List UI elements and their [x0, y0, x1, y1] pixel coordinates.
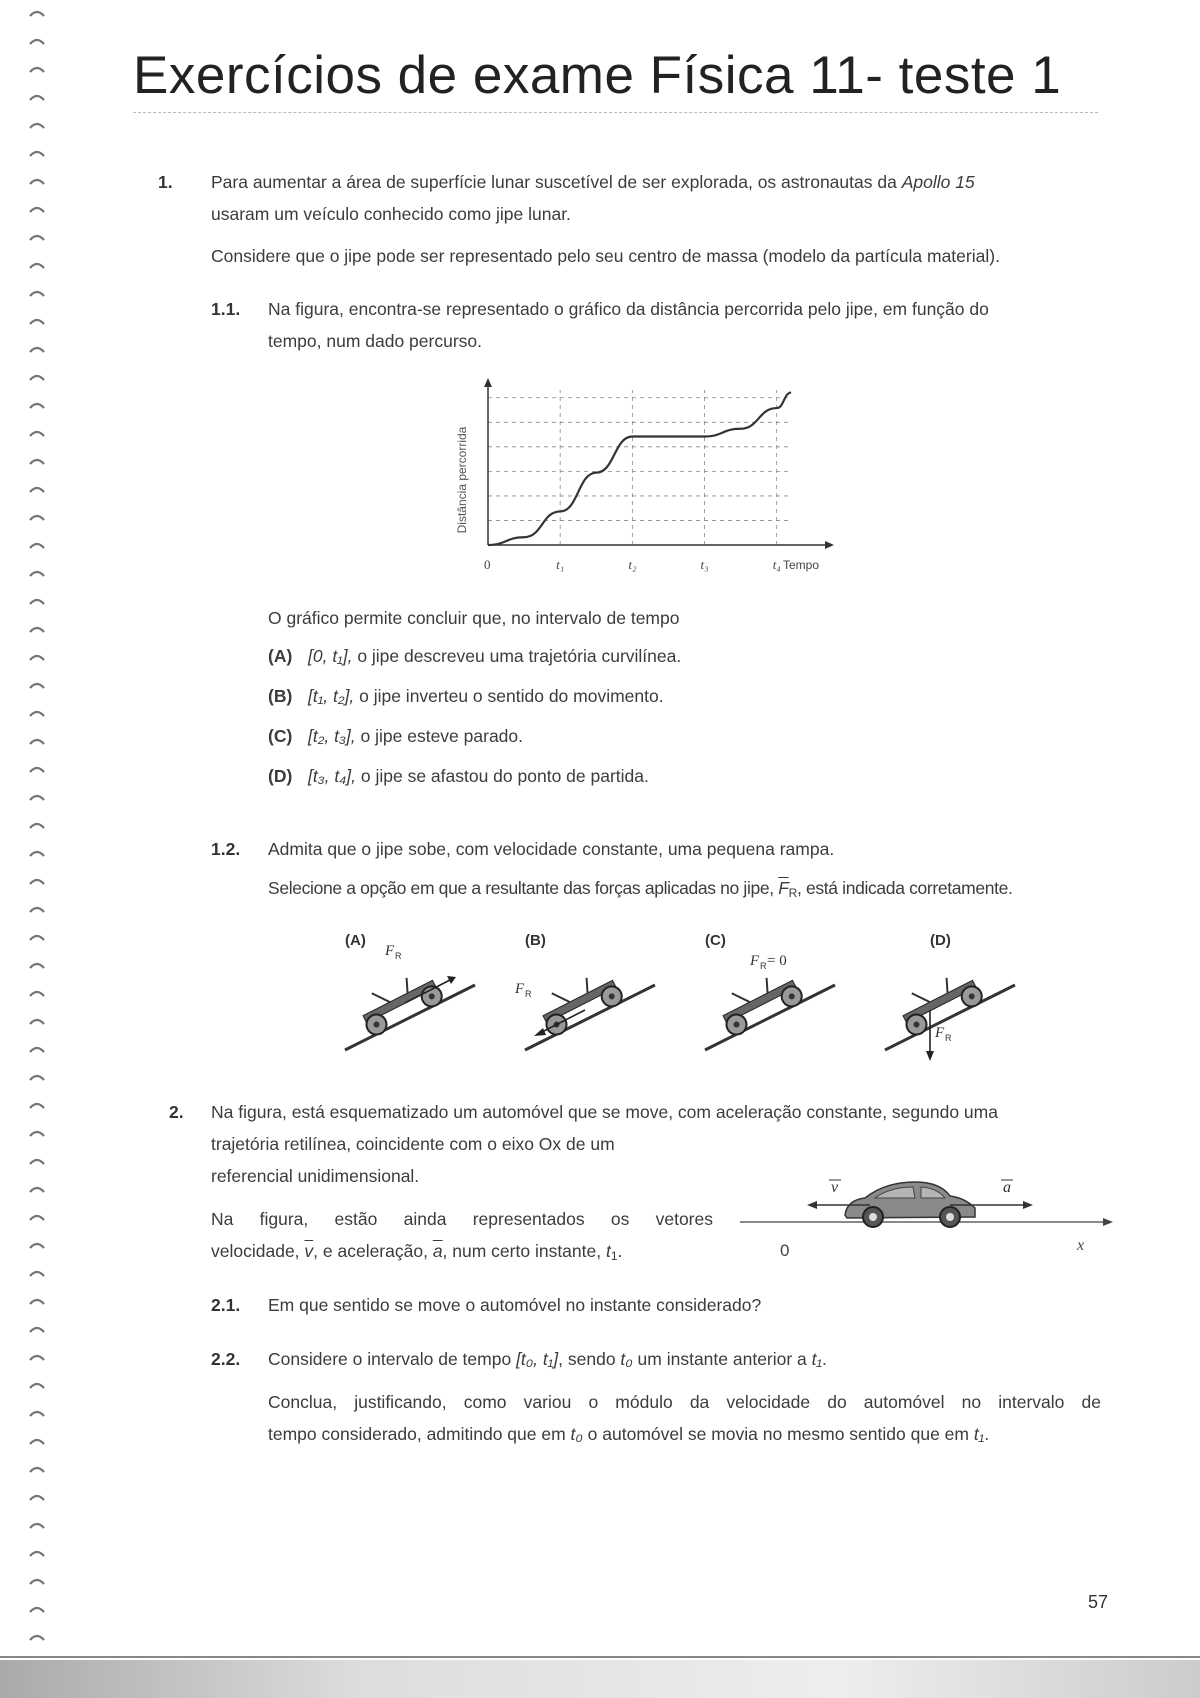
spiral-ring: [30, 1608, 44, 1612]
spiral-ring: [30, 740, 44, 744]
spiral-ring: [30, 1384, 44, 1388]
option-letter: (C): [268, 726, 293, 746]
chart-xlabel: Tempo: [783, 558, 820, 572]
spiral-ring: [30, 796, 44, 800]
x-axis-arrowhead: [1103, 1218, 1113, 1226]
question-1-2-line-2: [268, 872, 1013, 909]
option-d: [268, 760, 649, 792]
question-2-line-2: trajetória retilínea, coincidente com o eixo Ox de um: [211, 1134, 615, 1154]
force-label-subscript: R: [945, 1033, 952, 1043]
spiral-ring: [30, 152, 44, 156]
spiral-ring: [30, 12, 44, 16]
spiral-ring: [30, 516, 44, 520]
page-title: Exercícios de exame Física 11- teste 1: [133, 46, 1062, 105]
question-2-2-number: 2.2.: [211, 1349, 241, 1369]
spiral-ring: [30, 628, 44, 632]
q2-l5-h: .: [617, 1241, 623, 1261]
force-label-subscript: R: [395, 951, 402, 961]
acceleration-arrowhead: [1023, 1201, 1033, 1209]
force-zero-label: = 0: [767, 953, 787, 969]
spiral-ring: [30, 488, 44, 492]
origin-label: 0: [780, 1241, 790, 1260]
x-axis-arrow: [825, 541, 834, 549]
question-1-line-3: Considere que o jipe pode ser representado pelo seu centro de massa (modelo da partícula material).: [211, 246, 1000, 266]
title-underline: [133, 112, 1098, 113]
option-a: [268, 640, 681, 672]
option-interval: [t₂, t₃],: [308, 726, 356, 746]
spiral-ring: [30, 1104, 44, 1108]
spiral-ring: [30, 264, 44, 268]
spiral-ring: [30, 236, 44, 240]
question-2-1-number: 2.1.: [211, 1295, 241, 1315]
q22-l3-e: .: [984, 1424, 990, 1444]
x-tick-label: t₃: [700, 557, 709, 572]
force-label-subscript: R: [525, 989, 532, 999]
spiral-ring: [30, 936, 44, 940]
spiral-ring: [30, 376, 44, 380]
spiral-ring: [30, 852, 44, 856]
acceleration-symbol: $\overline{a}$: [432, 1241, 443, 1261]
question-2-line-1: Na figura, está esquematizado um automóvel que se move, com aceleração constante, segundo uma: [211, 1102, 998, 1122]
ramp-letter: (A): [345, 932, 366, 949]
spiral-ring: [30, 1272, 44, 1276]
spiral-ring: [30, 1328, 44, 1332]
force-label: F: [515, 981, 525, 997]
time-symbol: t: [605, 1241, 611, 1261]
question-1-number: 1.: [158, 172, 173, 192]
question-2-1-line-1: Em que sentido se move o automóvel no instante considerado?: [268, 1295, 762, 1315]
velocity-arrowhead: [807, 1201, 817, 1209]
page-number: 57: [1087, 1592, 1108, 1612]
ramp-option-c: [705, 965, 835, 1050]
force-label: F: [750, 953, 760, 969]
question-1-1-line-2: tempo, num dado percurso.: [268, 331, 483, 351]
question-1-1-number: 1.1.: [211, 299, 241, 319]
option-c: [268, 720, 523, 752]
ramp-letter: (B): [525, 932, 546, 949]
spiral-ring: [30, 1552, 44, 1556]
spiral-ring: [30, 1048, 44, 1052]
q22-l3-t0: t₀: [570, 1424, 583, 1444]
distance-time-chart: [450, 375, 840, 580]
q22-l1-e: um instante anterior a: [632, 1349, 812, 1369]
q22-l3-c: o automóvel se movia no mesmo sentido que em: [582, 1424, 974, 1444]
q22-l3-a: tempo considerado, admitindo que em: [268, 1424, 571, 1444]
spiral-ring: [30, 684, 44, 688]
q2-l5-e: , num certo instante,: [442, 1241, 606, 1261]
ramp-figures: [330, 925, 1050, 1065]
spiral-ring: [30, 208, 44, 212]
spiral-ring: [30, 1636, 44, 1640]
chart-ylabel: Distância percorrida: [455, 426, 469, 534]
spiral-ring: [30, 1160, 44, 1164]
question-2-2-line-3: [268, 1418, 989, 1450]
force-symbol: $\overline{F}$: [778, 878, 789, 898]
question-2-2-line-1: [268, 1343, 827, 1375]
q22-l1-a: Considere o intervalo de tempo: [268, 1349, 517, 1369]
force-label: F: [385, 943, 395, 959]
spiral-ring: [30, 1468, 44, 1472]
spiral-ring: [30, 1020, 44, 1024]
spiral-ring: [30, 992, 44, 996]
question-1-2-number: 1.2.: [211, 839, 241, 859]
x-tick-label: t₂: [628, 557, 637, 572]
car-figure: [735, 1160, 1115, 1270]
spiral-ring: [30, 1524, 44, 1528]
spiral-ring: [30, 768, 44, 772]
y-axis-arrow: [484, 378, 492, 387]
question-2-number: 2.: [169, 1102, 184, 1122]
velocity-label: v: [831, 1179, 839, 1196]
spiral-ring: [30, 432, 44, 436]
option-text: o jipe esteve parado.: [360, 726, 524, 746]
q22-t0: t₀: [620, 1349, 633, 1369]
spiral-ring: [30, 320, 44, 324]
scan-shadow: [0, 1660, 1200, 1698]
question-1-line-1: [211, 166, 975, 198]
spiral-ring: [30, 348, 44, 352]
spiral-ring: [30, 1300, 44, 1304]
x-tick-label: t₁: [556, 557, 565, 572]
force-label-subscript: R: [760, 961, 767, 971]
question-2-line-5: [211, 1235, 622, 1272]
question-1-1-prompt: O gráfico permite concluir que, no intervalo de tempo: [268, 608, 680, 628]
q2-l5-c: , e aceleração,: [313, 1241, 433, 1261]
question-1-line-2: usaram um veículo conhecido como jipe lunar.: [211, 204, 571, 224]
spiral-ring: [30, 1496, 44, 1500]
spiral-ring: [30, 292, 44, 296]
acceleration-label: a: [1003, 1179, 1011, 1196]
x-tick-label: 0: [484, 557, 491, 572]
q22-l3-t1: t₁: [973, 1424, 985, 1444]
spiral-ring: [30, 1132, 44, 1136]
spiral-ring: [30, 964, 44, 968]
force-label: F: [935, 1025, 945, 1041]
question-2-2-line-2: Conclua, justificando, como variou o módulo da velocidade do automóvel no intervalo de: [268, 1392, 1101, 1412]
velocity-symbol: $\overline{v}$: [304, 1241, 314, 1261]
option-text: o jipe descreveu uma trajetória curvilínea.: [357, 646, 682, 666]
distance-curve: [488, 393, 791, 545]
option-text: o jipe inverteu o sentido do movimento.: [359, 686, 664, 706]
time-subscript: 1: [610, 1249, 618, 1263]
q22-interval: [t₀, t₁]: [516, 1349, 559, 1369]
spiral-ring: [30, 544, 44, 548]
spiral-ring: [30, 40, 44, 44]
spiral-ring: [30, 124, 44, 128]
q22-l1-g: .: [822, 1349, 827, 1369]
spiral-ring: [30, 96, 44, 100]
spiral-ring: [30, 712, 44, 716]
q22-l1-c: , sendo: [558, 1349, 621, 1369]
spiral-ring: [30, 880, 44, 884]
option-interval: [t₃, t₄],: [308, 766, 356, 786]
spiral-ring: [30, 180, 44, 184]
spiral-ring: [30, 1412, 44, 1416]
option-text: o jipe se afastou do ponto de partida.: [360, 766, 649, 786]
question-2-line-3: referencial unidimensional.: [211, 1166, 420, 1186]
ramp-letter: (C): [705, 932, 726, 949]
spiral-ring: [30, 68, 44, 72]
spiral-binding: [22, 0, 52, 1698]
apollo-name: Apollo 15: [901, 172, 975, 192]
spiral-ring: [30, 824, 44, 828]
spiral-ring: [30, 460, 44, 464]
ramp-option-a: [345, 965, 475, 1050]
q12-text-a: Selecione a opção em que a resultante das forças aplicadas no jipe,: [268, 878, 779, 898]
spiral-ring: [30, 1188, 44, 1192]
ramp-letter: (D): [930, 932, 951, 949]
spiral-ring: [30, 404, 44, 408]
x-tick-label: t₄: [772, 557, 781, 572]
q22-t1: t₁: [811, 1349, 823, 1369]
spiral-ring: [30, 656, 44, 660]
q1-text: Para aumentar a área de superfície lunar suscetível de ser explorada, os astronautas da: [211, 172, 902, 192]
chart-grid: [488, 390, 791, 545]
question-1-1-line-1: Na figura, encontra-se representado o gráfico da distância percorrida pelo jipe, em função do: [268, 299, 989, 319]
spiral-ring: [30, 1076, 44, 1080]
spiral-ring: [30, 908, 44, 912]
spiral-ring: [30, 600, 44, 604]
question-1-2-line-1: Admita que o jipe sobe, com velocidade constante, uma pequena rampa.: [268, 839, 835, 859]
spiral-ring: [30, 1356, 44, 1360]
question-2-line-4: Na figura, estão ainda representados os vetores: [211, 1209, 713, 1229]
spiral-ring: [30, 1580, 44, 1584]
spiral-ring: [30, 1216, 44, 1220]
x-axis-label: x: [1077, 1237, 1085, 1254]
spiral-ring: [30, 1244, 44, 1248]
q2-l5-a: velocidade,: [211, 1241, 305, 1261]
option-letter: (B): [268, 686, 293, 706]
spiral-ring: [30, 572, 44, 576]
force-subscript: R: [788, 886, 797, 900]
q12-text-d: , está indicada corretamente.: [796, 878, 1013, 898]
force-arrow: [926, 1010, 934, 1061]
spiral-ring: [30, 1440, 44, 1444]
page-bottom-edge: [0, 1656, 1200, 1658]
option-letter: (A): [268, 646, 293, 666]
option-interval: [t₁, t₂],: [308, 686, 355, 706]
option-b: [268, 680, 664, 712]
option-interval: [0, t₁],: [308, 646, 353, 666]
option-letter: (D): [268, 766, 293, 786]
ramp-option-b: [525, 965, 655, 1050]
